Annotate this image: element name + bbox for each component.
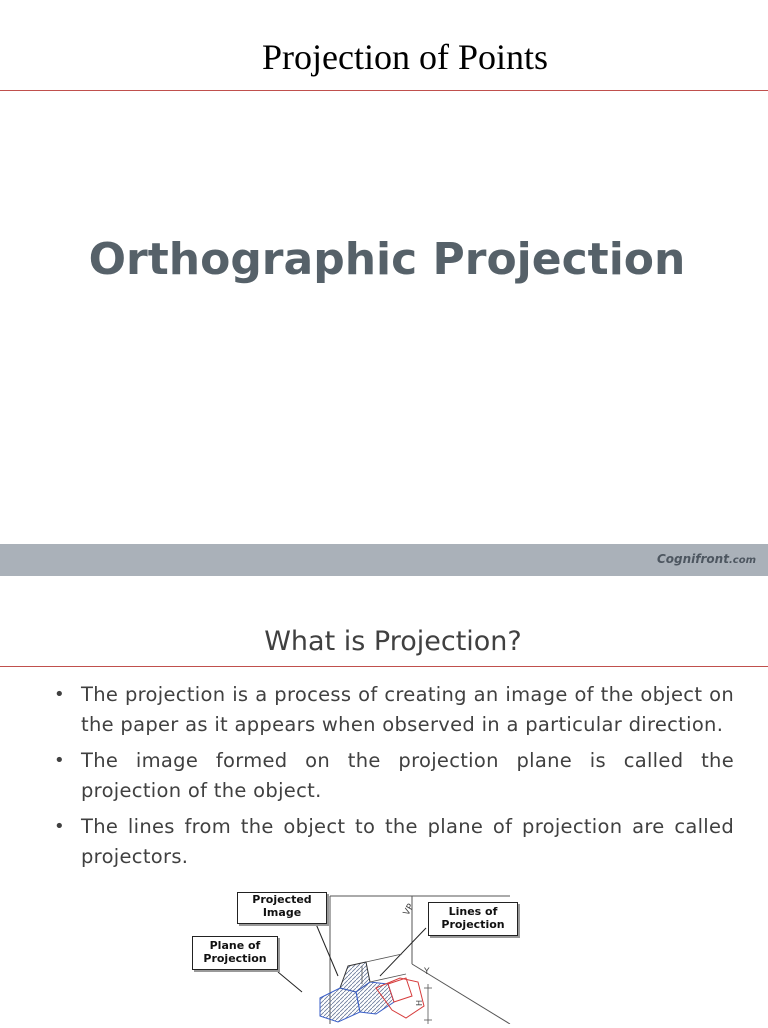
h-label: H	[415, 999, 424, 1006]
callout-line: Lines of	[448, 905, 498, 918]
bullet-dot-icon: •	[54, 684, 65, 705]
callout-line: Plane of	[209, 939, 261, 952]
bullet-item	[0, 680, 768, 740]
y-label: Y	[424, 967, 430, 977]
brand-dot: .	[728, 555, 733, 566]
callout-line: Projection	[441, 918, 505, 931]
brand-suffix: com	[732, 555, 756, 566]
callout-projected-image	[237, 892, 327, 924]
bullet-text: The image formed on the projection plane is called the projection of the object.	[81, 749, 734, 802]
bullet-list	[0, 680, 768, 878]
callout-line: Projection	[203, 952, 267, 965]
callout-plane-of-projection	[192, 936, 278, 970]
projected-object	[320, 954, 432, 1024]
projection-figure	[180, 884, 540, 1024]
brand-logo	[657, 552, 756, 566]
title-underline	[0, 90, 768, 91]
callout-lines-of-projection	[428, 902, 518, 936]
brand-name: Cognifront	[657, 552, 729, 566]
callout-line: Projected	[252, 893, 312, 906]
bullet-text: The projection is a process of creating an image of the object on the paper as it appears when observed in a particular direction.	[81, 683, 734, 736]
title-underline	[0, 666, 768, 667]
bullet-item	[0, 746, 768, 806]
bullet-item	[0, 812, 768, 872]
slide-title: Projection of Points	[262, 37, 548, 77]
vp-label: VP	[401, 902, 417, 918]
slide-title: What is Projection?	[264, 626, 522, 657]
bullet-dot-icon: •	[54, 750, 65, 771]
main-heading: Orthographic Projection	[88, 234, 686, 285]
bullet-dot-icon: •	[54, 816, 65, 837]
footer-bar	[0, 544, 768, 576]
bullet-text: The lines from the object to the plane of projection are called projectors.	[81, 815, 734, 868]
callout-line: Image	[262, 906, 302, 919]
